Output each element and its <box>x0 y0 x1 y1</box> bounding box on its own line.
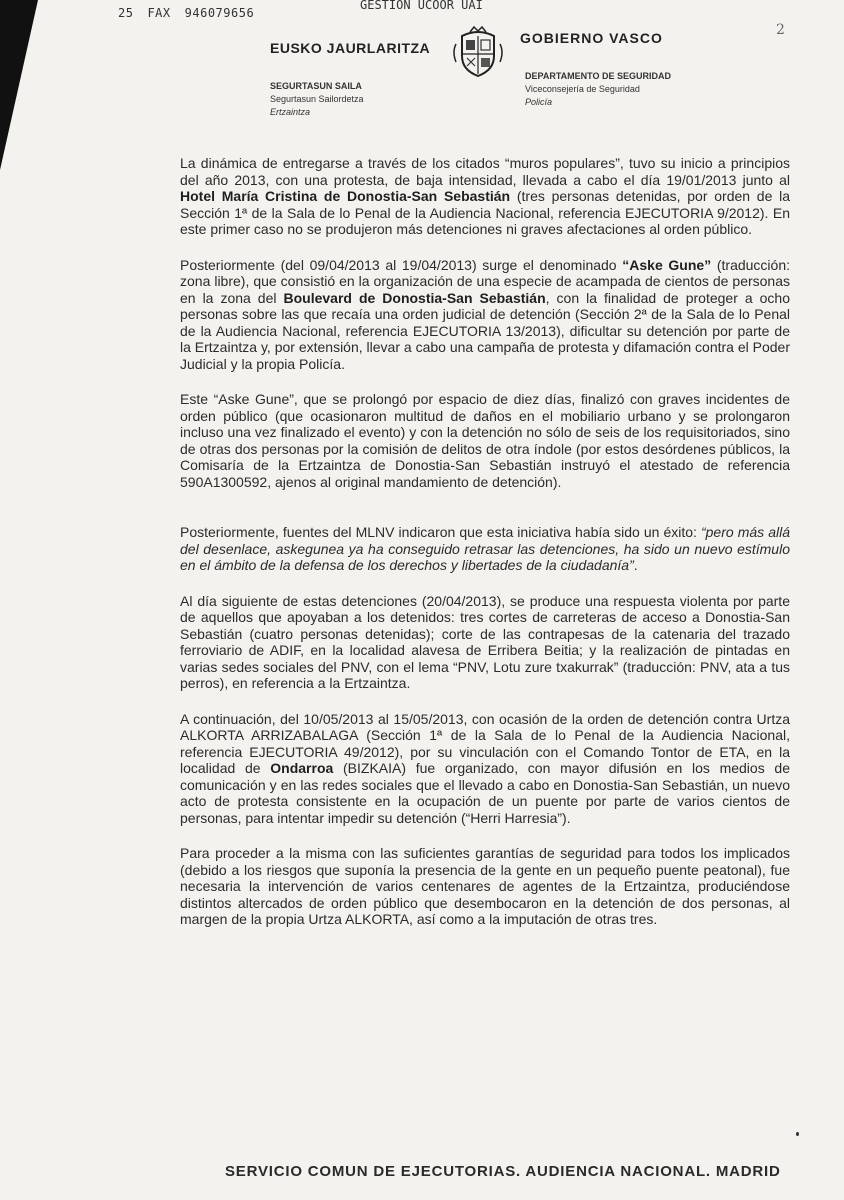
header-right-subdept: Viceconsejería de Seguridad <box>525 84 640 94</box>
scan-corner-shadow <box>0 0 38 170</box>
paragraph-text: La dinámica de entregarse a través de los citados “muros populares”, tuvo su inicio a principios del año 2013, con una protesta, de baja intensidad, llevada a cabo el día 19/01/2013 junto al <box>180 155 790 188</box>
header-right-unit: Policía <box>525 97 553 107</box>
paragraph-6 <box>180 711 790 827</box>
header-left-unit: Ertzaintza <box>270 107 311 117</box>
basque-coat-of-arms-icon <box>448 22 508 82</box>
italic-quote: “pero más allá del desenlace, askegunea ya ha conseguido retrasar las detenciones, ha sido un nuevo estímulo en el ámbito de la defensa de los derechos y libertades de la ciudadanía” <box>180 524 791 573</box>
paragraph-text: (tres personas detenidas, por orden de la Sección 1ª de la Sala de lo Penal de la Audiencia Nacional, referencia EJECUTORIA 9/2012). En este primer caso no se produjeron más detenciones ni graves afectaciones al orden público. <box>180 188 790 237</box>
bold-place-name: Hotel María Cristina de Donostia-San Sebastián <box>180 188 511 204</box>
page-number: 2 <box>776 22 785 38</box>
fax-number-prefix: 25 <box>118 6 134 20</box>
header-right-dept: DEPARTAMENTO DE SEGURIDAD <box>525 71 672 81</box>
paragraph-text: Posteriormente (del 09/04/2013 al 19/04/2013) surge el denominado <box>180 256 623 273</box>
paragraph-text: A continuación, del 10/05/2013 al 15/05/2013, con ocasión de la orden de detención contra Urtza ALKORTA ARRIZABALAGA (Sección 1ª de la Sala de lo Penal de la Audiencia Nacional, referencia EJECUTORIA 49/2012), por su vinculación con el Comando Tontor de ETA, en la localidad de <box>180 710 790 776</box>
paragraph-text: . <box>633 557 638 573</box>
paragraph-text: Posteriormente, fuentes del MLNV indicaron que esta iniciativa había sido un éxito: <box>180 524 701 540</box>
bold-event-name: “Aske Gune” <box>622 256 712 273</box>
header-right-org: GOBIERNO VASCO <box>520 30 663 46</box>
paragraph-4 <box>180 524 790 574</box>
fax-header-line <box>118 6 268 20</box>
paragraph-text: , con la finalidad de proteger a ocho personas sobre las que recaía una orden judicial de detención (Sección 2ª de la Sala de lo Penal de la Audiencia Nacional, referencia EJECUTORIA 13/2013), dificultar su detención por parte de la Ertzaintza y, por extensión, llevar a cabo una campaña de protesta y difamación contra el Poder Judicial y la propia Policía. <box>180 289 790 372</box>
bold-place-name: Ondarroa <box>270 760 334 776</box>
header-right-sub <box>525 70 671 109</box>
bold-place-name: Boulevard de Donostia-San Sebastián <box>283 289 546 306</box>
page-footer: SERVICIO COMUN DE EJECUTORIAS. AUDIENCIA NACIONAL. MADRID <box>225 1163 781 1180</box>
scan-speck <box>796 1132 799 1136</box>
header-left-dept: SEGURTASUN SAILA <box>270 81 362 91</box>
document-body <box>180 155 790 947</box>
paragraph-3: Este “Aske Gune”, que se prolongó por espacio de diez días, finalizó con graves incidentes de orden público (que ocasionaron multitud de daños en el mobiliario urbano y se prolongaron incluso una vez finalizado el evento) y con la detención no sólo de seis de los requisitoriados, sino de otras dos personas por la comisión de delitos de otra índole (por estos desórdenes públicos, la Comisaría de la Ertzaintza de Donostia-San Sebastián instruyó el atestado de referencia 590A1300592, ajenos al original mandamiento de detención). <box>180 391 790 490</box>
paragraph-7: Para proceder a la misma con las suficientes garantías de seguridad para todos los implicados (debido a los riesgos que suponía la presencia de la gente en un pequeño puente peatonal), fue necesaria la intervención de varios centenares de agentes de la Ertzaintza, produciéndose distintos altercados de orden público que desembocaron en la detención de dos personas, al margen de la propia Urtza ALKORTA, así como a la imputación de otras tres. <box>180 845 790 927</box>
fax-number: 946079656 <box>184 6 255 20</box>
paragraph-text: (traducción: zona libre), que consistió en la organización de una especie de acampada de cientos de personas en la zona del <box>180 256 790 306</box>
paragraph-2 <box>180 257 790 373</box>
header-left-sub <box>270 80 364 119</box>
paragraph-1 <box>180 155 790 238</box>
fax-station: GESTION UCOOR UAI <box>360 0 483 12</box>
paragraph-text: (BIZKAIA) fue organizado, con mayor difusión en los medios de comunicación y en las redes sociales que el llevado a cabo en Donostia-San Sebastián, un nuevo acto de protesta consistente en la ocupación de un puente por parte de varios cientos de personas, para intentar impedir su detención (“Herri Harresia”). <box>180 760 790 826</box>
fax-label: FAX <box>147 6 171 20</box>
header-left-subdept: Segurtasun Sailordetza <box>270 94 364 104</box>
paragraph-5: Al día siguiente de estas detenciones (20/04/2013), se produce una respuesta violenta por parte de aquellos que apoyaban a los detenidos: tres cortes de carreteras de acceso a Donostia-San Sebastián (cuatro personas detenidas); corte de las contrapesas de la catenaria del trazado ferroviario de ADIF, en la localidad alavesa de Erribera Beitia; y la realización de pintadas en varias sedes sociales del PNV, con el lema “PNV, Lotu zure txakurrak” (traducción: PNV, ata a tus perros), en referencia a la Ertzaintza. <box>180 592 790 691</box>
header-left-org: EUSKO JAURLARITZA <box>270 40 431 56</box>
